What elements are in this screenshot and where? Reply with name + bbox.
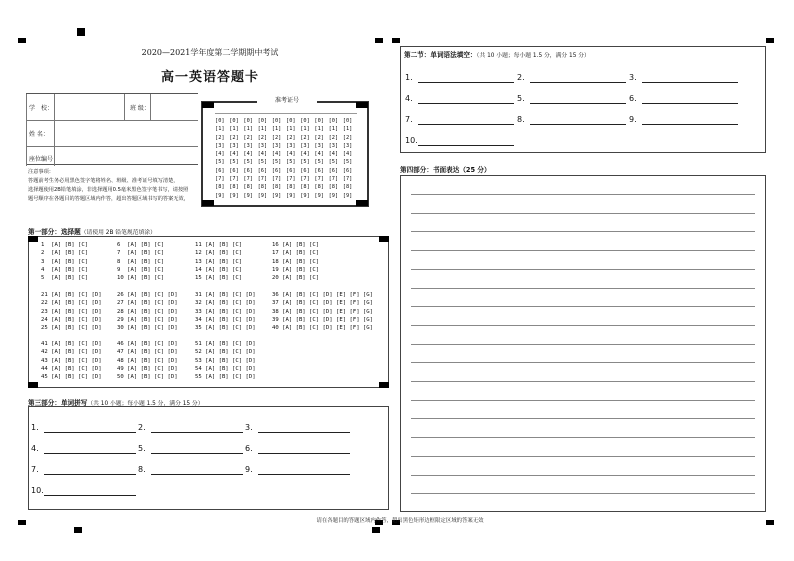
writing-line[interactable]: [411, 362, 755, 363]
exam-id-bubble[interactable]: [2]: [257, 134, 268, 141]
choice-question[interactable]: 31 [A] [B] [C] [D]: [195, 292, 256, 298]
exam-id-digit-column[interactable]: [229, 117, 239, 200]
part3-title: 第三部分：单词拼写: [28, 399, 88, 407]
part4-writing-box[interactable]: [400, 175, 766, 512]
exam-id-bubble[interactable]: [0]: [342, 118, 353, 124]
writing-line[interactable]: [411, 381, 755, 382]
blank-answer-line[interactable]: [151, 474, 243, 475]
choice-question[interactable]: 53 [A] [B] [C] [D]: [195, 357, 256, 364]
choice-question[interactable]: 23 [A] [B] [C] [D]: [41, 308, 102, 315]
choice-question[interactable]: 25 [A] [B] [C] [D]: [41, 325, 102, 332]
choice-question[interactable]: 11 [A] [B] [C]: [195, 242, 243, 248]
exam-id-bubble[interactable]: [8]: [229, 184, 239, 191]
registration-mark: [392, 38, 400, 43]
exam-id-bubble[interactable]: [3]: [243, 142, 253, 149]
exam-id-bubble[interactable]: [9]: [286, 192, 296, 199]
section2-note: （共 10 小题；每小题 1.5 分，满分 15 分）: [476, 53, 590, 59]
choice-question[interactable]: 10 [A] [B] [C]: [117, 275, 165, 282]
blank-number: 8.: [138, 465, 146, 474]
exam-id-bubble[interactable]: [7]: [271, 176, 282, 183]
registration-mark: [77, 28, 85, 36]
blank-answer-line[interactable]: [44, 495, 136, 496]
exam-id-bubble[interactable]: [6]: [215, 167, 225, 174]
exam-id-bubble[interactable]: [9]: [342, 192, 353, 199]
sheet-title: 高一英语答题卡: [160, 70, 259, 85]
exam-id-bubble[interactable]: [6]: [328, 167, 339, 174]
exam-id-bubble[interactable]: [8]: [215, 184, 225, 191]
exam-id-bubble[interactable]: [8]: [271, 184, 282, 191]
exam-id-bubble[interactable]: [7]: [328, 176, 339, 183]
registration-mark: [372, 527, 380, 533]
choice-question[interactable]: 40 [A] [B] [C] [D] [E] [F] [G]: [272, 325, 374, 332]
exam-id-bubble[interactable]: [7]: [215, 176, 225, 183]
exam-id-bubble[interactable]: [5]: [342, 159, 353, 166]
exam-id-bubble[interactable]: [2]: [314, 134, 324, 141]
exam-id-bubble[interactable]: [3]: [257, 142, 268, 149]
choice-question[interactable]: 6 [A] [B] [C]: [117, 242, 165, 248]
exam-id-bubble[interactable]: [4]: [328, 151, 339, 158]
notice-title: 注意事项：: [28, 169, 54, 175]
blank-answer-line[interactable]: [642, 124, 738, 125]
writing-line[interactable]: [411, 437, 755, 438]
blank-answer-line[interactable]: [258, 453, 350, 454]
blank-answer-line[interactable]: [642, 103, 738, 104]
choice-question[interactable]: 45 [A] [B] [C] [D]: [41, 374, 102, 381]
choice-question[interactable]: 26 [A] [B] [C] [D]: [117, 292, 178, 298]
choice-question[interactable]: 29 [A] [B] [C] [D]: [117, 316, 178, 323]
school-field[interactable]: [56, 96, 122, 118]
blank-number: 6.: [245, 444, 253, 453]
exam-id-bubble[interactable]: [0]: [328, 118, 339, 124]
choice-question[interactable]: 28 [A] [B] [C] [D]: [117, 308, 178, 315]
exam-id-bubble[interactable]: [4]: [271, 151, 282, 158]
choice-question[interactable]: 52 [A] [B] [C] [D]: [195, 349, 256, 356]
exam-id-bubble[interactable]: [0]: [271, 118, 282, 124]
choice-question[interactable]: 27 [A] [B] [C] [D]: [117, 300, 178, 307]
choice-question[interactable]: 14 [A] [B] [C]: [195, 266, 243, 273]
part3-box: [28, 406, 389, 510]
part1-title: 第一部分：选择题: [28, 228, 81, 236]
exam-title: 2020—2021学年度第二学期期中考试: [141, 48, 279, 57]
blank-number: 1.: [405, 73, 413, 82]
blank-answer-line[interactable]: [151, 432, 243, 433]
choice-question[interactable]: 22 [A] [B] [C] [D]: [41, 300, 102, 307]
exam-id-bubble[interactable]: [7]: [257, 176, 268, 183]
exam-id-grid: [201, 97, 369, 207]
choice-question[interactable]: 39 [A] [B] [C] [D] [E] [F] [G]: [272, 316, 374, 323]
exam-id-bubble[interactable]: [2]: [229, 134, 239, 141]
exam-id-bubble[interactable]: [8]: [243, 184, 253, 191]
writing-line[interactable]: [411, 456, 755, 457]
choice-question[interactable]: 37 [A] [B] [C] [D] [E] [F] [G]: [272, 300, 374, 307]
writing-line[interactable]: [411, 269, 755, 270]
blank-number: 8.: [517, 115, 525, 124]
exam-id-bubble[interactable]: [0]: [314, 118, 324, 124]
notice-block: [28, 168, 196, 214]
blank-number: 10.: [31, 486, 44, 495]
blank-answer-line[interactable]: [418, 82, 514, 83]
blank-number: 5.: [138, 444, 146, 453]
exam-id-bubble[interactable]: [7]: [342, 176, 353, 183]
part3-note: （共 10 小题；每小题 1.5 分，满分 15 分）: [87, 401, 204, 407]
choice-question[interactable]: 18 [A] [B] [C]: [272, 258, 320, 265]
blank-answer-line[interactable]: [418, 145, 514, 146]
choice-question[interactable]: 15 [A] [B] [C]: [195, 275, 243, 282]
blank-number: 7.: [405, 115, 413, 124]
registration-mark: [766, 520, 774, 525]
exam-id-bubble[interactable]: [0]: [243, 118, 253, 124]
exam-id-bubble[interactable]: [7]: [300, 176, 310, 183]
choice-question[interactable]: 49 [A] [B] [C] [D]: [117, 365, 178, 372]
blank-answer-line[interactable]: [642, 82, 738, 83]
exam-id-bubble[interactable]: [2]: [271, 134, 282, 141]
section2-title: 第二节：单词语法填空：: [404, 51, 477, 59]
notice-line: 题号顺序在各题目的答题区域内作答，超出答题区域书写的答案无效，: [28, 196, 189, 202]
blank-number: 4.: [31, 444, 39, 453]
choice-question[interactable]: 2 [A] [B] [C]: [41, 250, 89, 257]
blank-number: 6.: [629, 94, 637, 103]
blank-answer-line[interactable]: [530, 82, 626, 83]
exam-id-bubble[interactable]: [1]: [215, 126, 225, 133]
choice-question[interactable]: 1 [A] [B] [C]: [41, 242, 89, 248]
exam-id-digit-column[interactable]: [258, 117, 268, 200]
exam-id-bubble[interactable]: [1]: [314, 126, 324, 133]
choice-question[interactable]: 42 [A] [B] [C] [D]: [41, 349, 102, 356]
blank-number: 10.: [405, 136, 418, 145]
writing-line[interactable]: [411, 250, 755, 251]
exam-id-bubble[interactable]: [1]: [286, 126, 296, 133]
writing-line[interactable]: [411, 231, 755, 232]
blank-number: 7.: [31, 465, 39, 474]
exam-id-bubble[interactable]: [1]: [229, 126, 239, 133]
exam-id-bubble[interactable]: [4]: [229, 151, 239, 158]
exam-id-bubble[interactable]: [5]: [257, 159, 268, 166]
choice-question[interactable]: 24 [A] [B] [C] [D]: [41, 316, 102, 323]
exam-id-bubble[interactable]: [4]: [286, 151, 296, 158]
exam-id-bubble[interactable]: [6]: [300, 167, 310, 174]
blank-number: 4.: [405, 94, 413, 103]
exam-id-bubble[interactable]: [4]: [342, 151, 353, 158]
exam-id-bubble[interactable]: [4]: [243, 151, 253, 158]
exam-id-bubble[interactable]: [9]: [314, 192, 324, 199]
writing-line[interactable]: [411, 418, 755, 419]
exam-id-bubble[interactable]: [4]: [314, 151, 324, 158]
choice-question[interactable]: 30 [A] [B] [C] [D]: [117, 325, 178, 332]
school-label: 学 校：: [29, 105, 54, 112]
registration-mark: [18, 38, 26, 43]
exam-id-bubble[interactable]: [4]: [300, 151, 310, 158]
exam-id-bubble[interactable]: [0]: [300, 118, 310, 124]
blank-answer-line[interactable]: [530, 124, 626, 125]
exam-id-bubble[interactable]: [4]: [215, 151, 225, 158]
exam-id-digit-column[interactable]: [243, 117, 253, 200]
choice-question[interactable]: 51 [A] [B] [C] [D]: [195, 341, 256, 347]
exam-id-bubble[interactable]: [0]: [215, 118, 225, 124]
choice-question[interactable]: 3 [A] [B] [C]: [41, 258, 89, 265]
choice-question[interactable]: 13 [A] [B] [C]: [195, 258, 243, 265]
exam-id-bubble[interactable]: [0]: [257, 118, 268, 124]
exam-id-digit-column[interactable]: [343, 117, 353, 200]
part1-heading: [28, 226, 156, 236]
blank-number: 2.: [517, 73, 525, 82]
blank-answer-line[interactable]: [418, 124, 514, 125]
choice-question[interactable]: 46 [A] [B] [C] [D]: [117, 341, 178, 347]
exam-id-bubble[interactable]: [1]: [342, 126, 353, 133]
name-label: 姓 名：: [29, 131, 49, 138]
blank-number: 1.: [31, 423, 39, 432]
exam-id-bubble[interactable]: [6]: [286, 167, 296, 174]
choice-question[interactable]: 36 [A] [B] [C] [D] [E] [F] [G]: [272, 292, 374, 298]
exam-id-bubble[interactable]: [5]: [286, 159, 296, 166]
blank-answer-line[interactable]: [151, 453, 243, 454]
name-field[interactable]: [56, 122, 196, 144]
exam-id-bubble[interactable]: [3]: [328, 142, 339, 149]
blank-answer-line[interactable]: [530, 103, 626, 104]
part4-heading: 第四部分：书面表达（25 分）: [400, 166, 491, 174]
exam-id-bubble[interactable]: [2]: [342, 134, 353, 141]
exam-id-bubble[interactable]: [0]: [229, 118, 239, 124]
exam-id-bubble[interactable]: [5]: [300, 159, 310, 166]
exam-id-bubble[interactable]: [7]: [314, 176, 324, 183]
choice-question[interactable]: 48 [A] [B] [C] [D]: [117, 357, 178, 364]
seat-label: 座位编号: [29, 156, 54, 163]
exam-id-bubble[interactable]: [8]: [300, 184, 310, 191]
exam-id-bubble[interactable]: [9]: [243, 192, 253, 199]
choice-question[interactable]: 35 [A] [B] [C] [D]: [195, 325, 256, 332]
blank-number: 9.: [629, 115, 637, 124]
blank-answer-line[interactable]: [44, 474, 136, 475]
choice-question[interactable]: 16 [A] [B] [C]: [272, 242, 320, 248]
exam-id-bubble[interactable]: [9]: [257, 192, 268, 199]
blank-number: 3.: [245, 423, 253, 432]
choice-question[interactable]: 33 [A] [B] [C] [D]: [195, 308, 256, 315]
class-field[interactable]: [152, 96, 196, 118]
choice-question[interactable]: 9 [A] [B] [C]: [117, 266, 165, 273]
exam-id-digit-column[interactable]: [286, 117, 296, 200]
choice-question[interactable]: 50 [A] [B] [C] [D]: [117, 374, 178, 381]
exam-id-digit-column[interactable]: [215, 117, 225, 200]
exam-id-bubble[interactable]: [2]: [300, 134, 310, 141]
exam-id-bubble[interactable]: [2]: [215, 134, 225, 141]
exam-id-bubble[interactable]: [2]: [243, 134, 253, 141]
exam-id-bubble[interactable]: [1]: [300, 126, 310, 133]
blank-answer-line[interactable]: [258, 432, 350, 433]
section2-heading: [404, 49, 590, 59]
writing-line[interactable]: [411, 475, 755, 476]
choice-question[interactable]: 54 [A] [B] [C] [D]: [195, 365, 256, 372]
exam-id-bubble[interactable]: [5]: [271, 159, 282, 166]
writing-line[interactable]: [411, 306, 755, 307]
blank-number: 2.: [138, 423, 146, 432]
writing-line[interactable]: [411, 493, 755, 494]
exam-id-bubble[interactable]: [3]: [342, 142, 353, 149]
blank-number: 5.: [517, 94, 525, 103]
exam-id-bubble[interactable]: [3]: [314, 142, 324, 149]
registration-mark: [18, 520, 26, 525]
exam-id-bubble[interactable]: [3]: [286, 142, 296, 149]
exam-id-digit-column[interactable]: [300, 117, 310, 200]
exam-id-bubble[interactable]: [6]: [271, 167, 282, 174]
blank-number: 3.: [629, 73, 637, 82]
part1-note: （请使用 2B 铅笔规范填涂）: [80, 230, 156, 236]
writing-line[interactable]: [411, 194, 755, 195]
choice-question[interactable]: 5 [A] [B] [C]: [41, 275, 89, 282]
choice-question[interactable]: 47 [A] [B] [C] [D]: [117, 349, 178, 356]
choice-question[interactable]: 12 [A] [B] [C]: [195, 250, 243, 257]
exam-id-bubble[interactable]: [3]: [271, 142, 282, 149]
exam-id-bubble[interactable]: [0]: [286, 118, 296, 124]
exam-id-bubble[interactable]: [6]: [314, 167, 324, 174]
choice-question[interactable]: 21 [A] [B] [C] [D]: [41, 292, 102, 298]
exam-id-digit-column[interactable]: [329, 117, 339, 200]
exam-id-bubble[interactable]: [8]: [328, 184, 339, 191]
exam-id-bubble[interactable]: [9]: [271, 192, 282, 199]
exam-id-bubble[interactable]: [6]: [229, 167, 239, 174]
footer-note: 请在各题目的答题区域内作答，超出黑色矩形边框限定区域的答案无效: [316, 518, 484, 524]
exam-id-bubble[interactable]: [4]: [257, 151, 268, 158]
exam-id-bubble[interactable]: [9]: [215, 192, 225, 199]
choice-question[interactable]: 55 [A] [B] [C] [D]: [195, 374, 256, 381]
section2-box: [400, 46, 766, 153]
exam-id-bubble[interactable]: [1]: [271, 126, 282, 133]
notice-line: 选择题使用2B铅笔填涂，非选择题用0.5毫米黑色签字笔书写，请按照: [28, 187, 189, 193]
blank-number: 9.: [245, 465, 253, 474]
blank-answer-line[interactable]: [44, 432, 136, 433]
choice-question[interactable]: 17 [A] [B] [C]: [272, 250, 320, 257]
exam-id-bubble[interactable]: [6]: [243, 167, 253, 174]
choice-question[interactable]: 38 [A] [B] [C] [D] [E] [F] [G]: [272, 308, 374, 315]
writing-line[interactable]: [411, 344, 755, 345]
registration-mark: [766, 38, 774, 43]
part1-choice-box: [28, 236, 389, 388]
exam-id-bubble[interactable]: [9]: [229, 192, 239, 199]
exam-id-bubble[interactable]: [2]: [286, 134, 296, 141]
writing-line[interactable]: [411, 288, 755, 289]
exam-id-bubble[interactable]: [9]: [300, 192, 310, 199]
student-info-block: [26, 93, 198, 165]
choice-question[interactable]: 34 [A] [B] [C] [D]: [195, 316, 256, 323]
exam-id-bubble[interactable]: [2]: [328, 134, 339, 141]
choice-question[interactable]: 20 [A] [B] [C]: [272, 275, 320, 282]
exam-id-label: 准考证号: [257, 95, 317, 104]
blank-answer-line[interactable]: [44, 453, 136, 454]
choice-question[interactable]: 44 [A] [B] [C] [D]: [41, 365, 102, 372]
exam-id-digit-column[interactable]: [272, 117, 282, 200]
exam-id-bubble[interactable]: [7]: [286, 176, 296, 183]
exam-id-bubble[interactable]: [6]: [342, 167, 353, 174]
exam-id-bubble[interactable]: [7]: [243, 176, 253, 183]
exam-id-bubble[interactable]: [7]: [229, 176, 239, 183]
class-label: 班 级：: [130, 105, 150, 112]
exam-id-bubble[interactable]: [9]: [328, 192, 339, 199]
seat-field[interactable]: [56, 148, 196, 165]
choice-question[interactable]: 7 [A] [B] [C]: [117, 250, 165, 257]
choice-question[interactable]: 32 [A] [B] [C] [D]: [195, 300, 256, 307]
exam-id-bubble[interactable]: [3]: [300, 142, 310, 149]
exam-id-bubble[interactable]: [5]: [229, 159, 239, 166]
exam-id-bubble[interactable]: [3]: [229, 142, 239, 149]
exam-id-bubble[interactable]: [1]: [243, 126, 253, 133]
choice-question[interactable]: 4 [A] [B] [C]: [41, 266, 89, 273]
choice-question[interactable]: 19 [A] [B] [C]: [272, 266, 320, 273]
registration-mark: [375, 38, 383, 43]
exam-id-bubble[interactable]: [1]: [328, 126, 339, 133]
choice-question[interactable]: 8 [A] [B] [C]: [117, 258, 165, 265]
exam-id-bubble[interactable]: [8]: [286, 184, 296, 191]
exam-id-bubble[interactable]: [3]: [215, 142, 225, 149]
writing-line[interactable]: [411, 400, 755, 401]
exam-id-bubble[interactable]: [5]: [328, 159, 339, 166]
blank-answer-line[interactable]: [418, 103, 514, 104]
blank-answer-line[interactable]: [258, 474, 350, 475]
exam-id-bubble[interactable]: [8]: [257, 184, 268, 191]
exam-id-bubble[interactable]: [5]: [243, 159, 253, 166]
writing-line[interactable]: [411, 325, 755, 326]
exam-id-digit-column[interactable]: [314, 117, 324, 200]
exam-id-bubble[interactable]: [8]: [314, 184, 324, 191]
exam-id-bubble[interactable]: [6]: [257, 167, 268, 174]
choice-question[interactable]: 43 [A] [B] [C] [D]: [41, 357, 102, 364]
writing-line[interactable]: [411, 213, 755, 214]
registration-mark: [74, 527, 82, 533]
exam-id-bubble[interactable]: [5]: [215, 159, 225, 166]
exam-id-bubble[interactable]: [5]: [314, 159, 324, 166]
exam-id-bubble[interactable]: [1]: [257, 126, 268, 133]
choice-question[interactable]: 41 [A] [B] [C] [D]: [41, 341, 102, 347]
exam-id-bubble[interactable]: [8]: [342, 184, 353, 191]
notice-line: 答题前考生务必用黑色签字笔将姓名、班级、准考证号填写清楚，: [28, 178, 179, 184]
